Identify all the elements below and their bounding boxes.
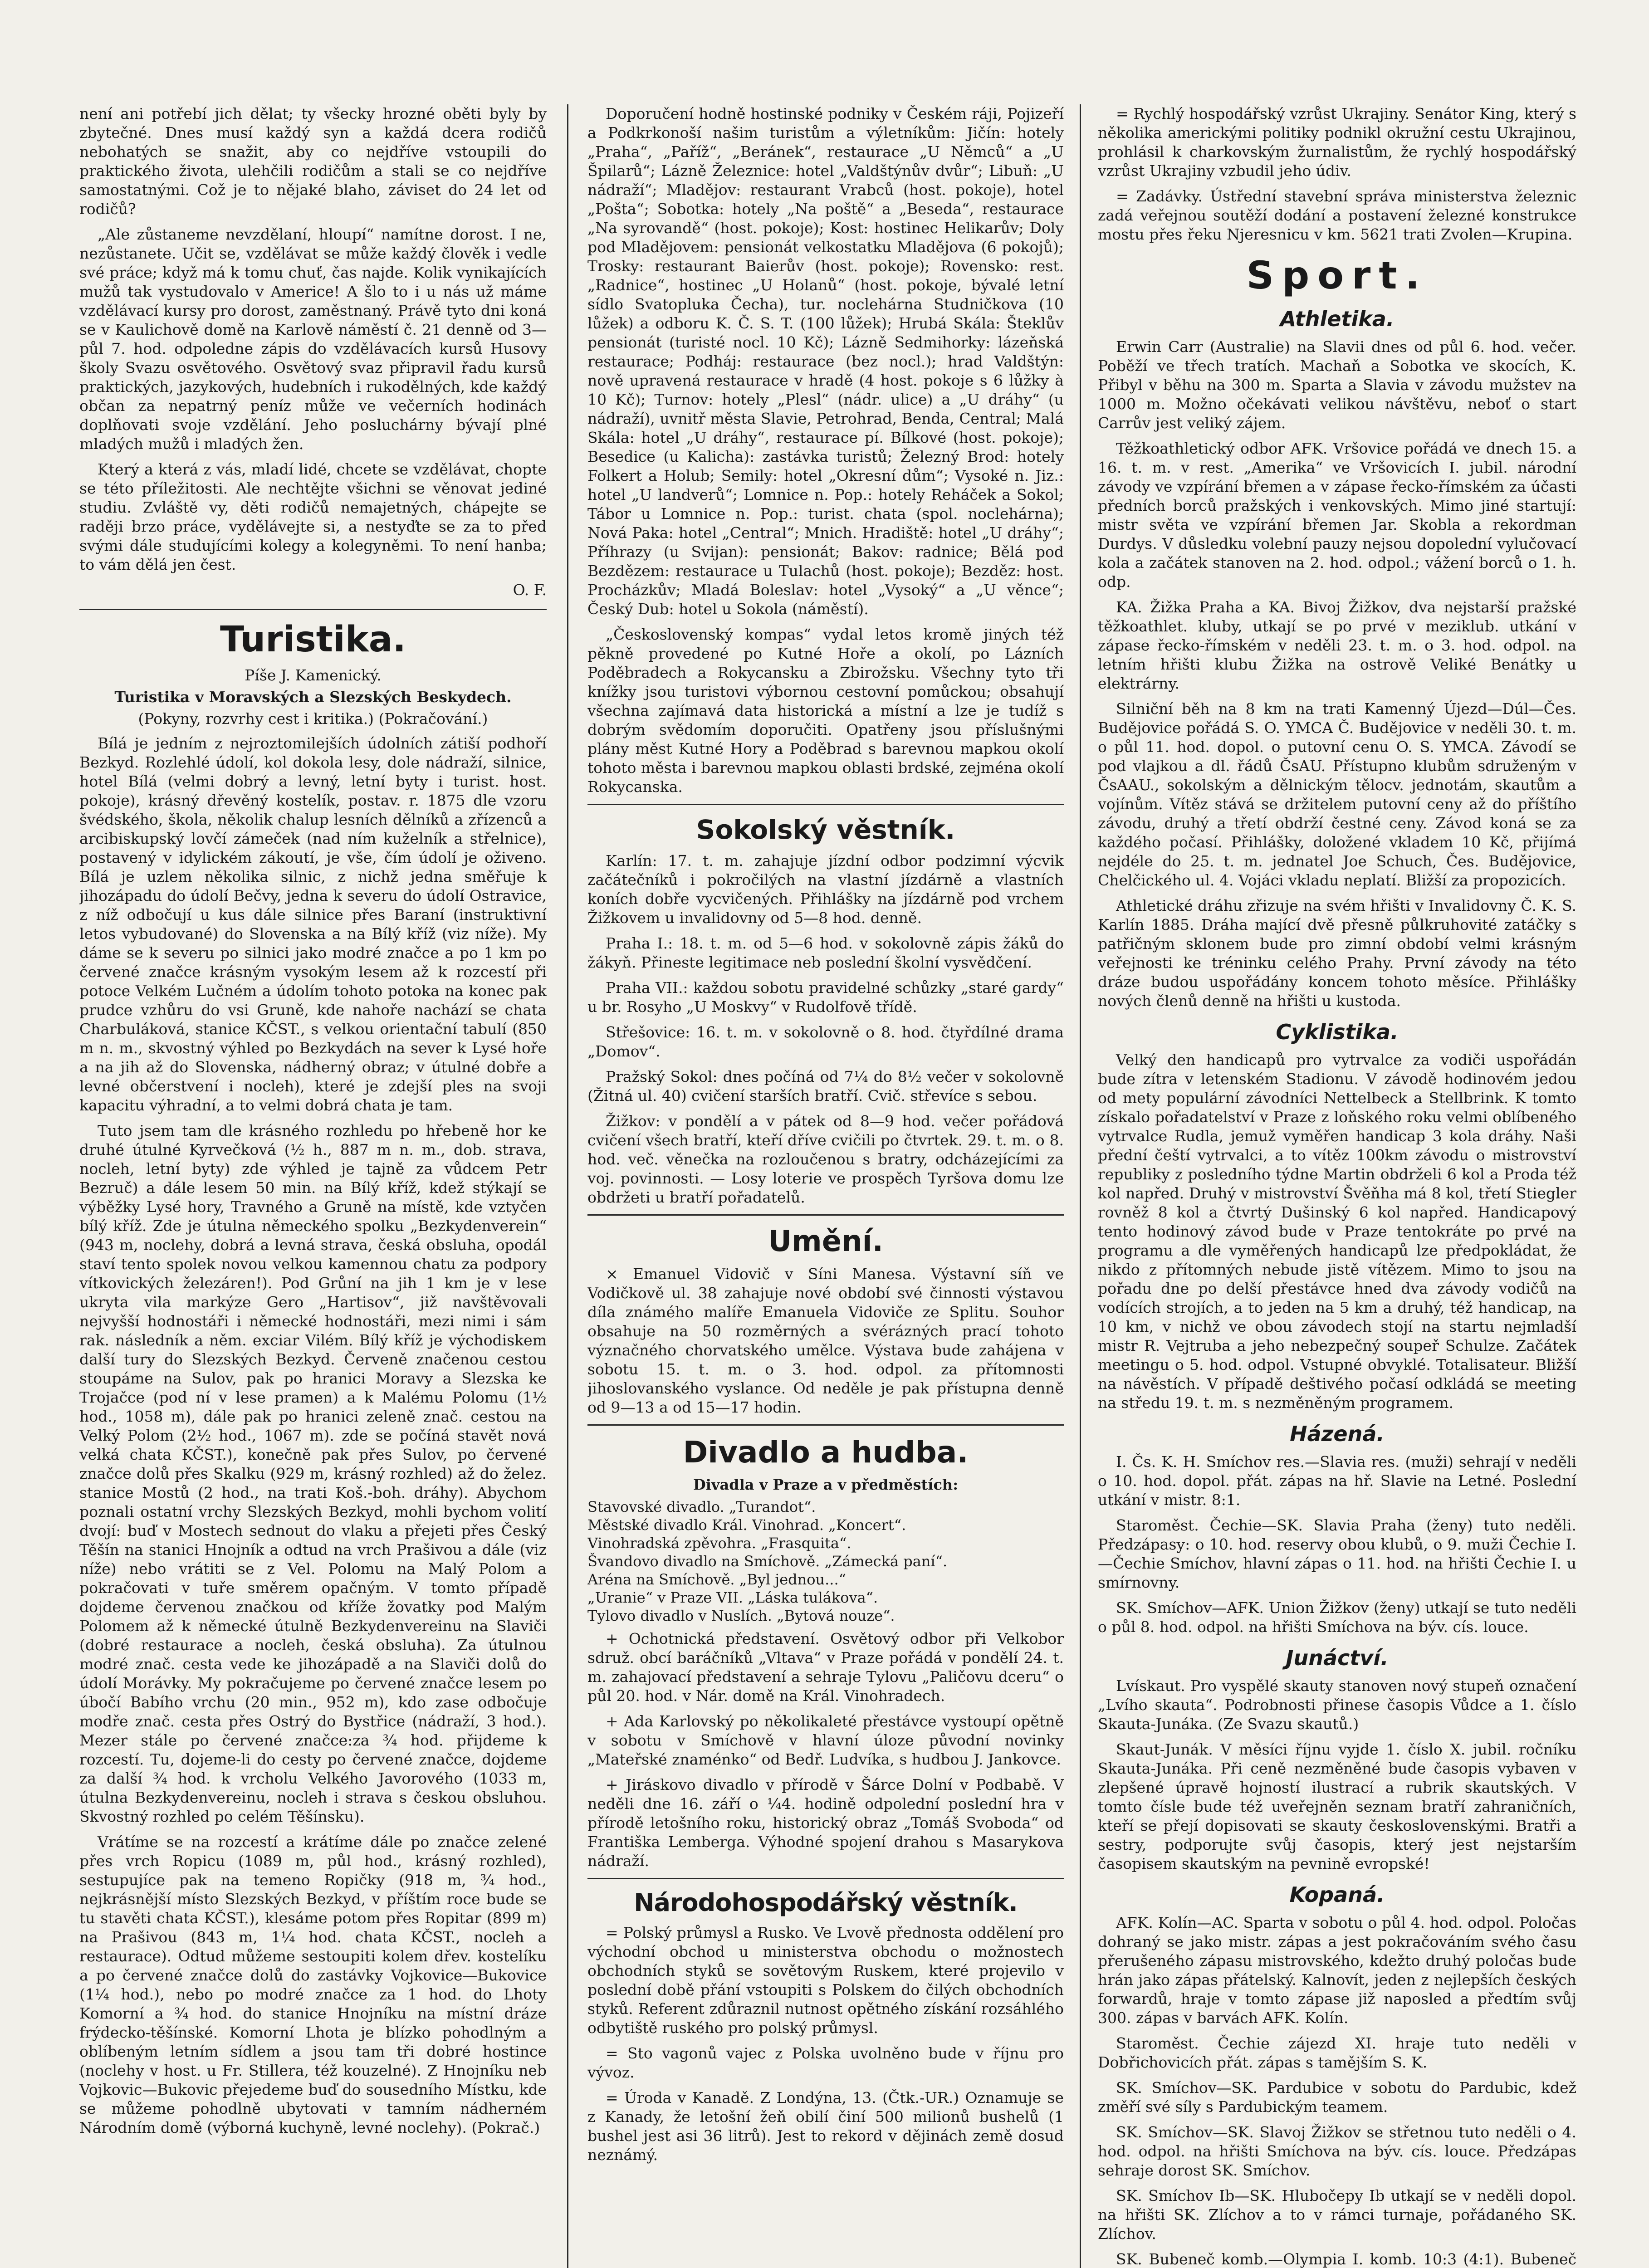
article-paragraph: „Ale zůstaneme nevzdělaní, hloupí“ namítne dorost. I ne, nezůstanete. Učit se, vzdělávat se může každý člověk i vedle své práce; když má k tomu chuť, čas najde. Kolik vynikajících mužů tak vystudovalo v Americe! A šlo to i u nás už máme vzdělávací kursy pro dorost, zaměstnaný. Právě tyto dni koná se v Kaulichově domě na Karlově náměstí č. 21 denně od 3—půl 7. hod. odpoledne zápis do vzdělávacích kursů Husovy školy Svazu osvětového. Osvětový svaz připravil řadu kursů praktických, jazykových, hudebních i rukodělných, kde každý občan za nepatrný peníz může ve večerních hodinách doplňovati svoje vzdělání. Jeho posluchárny bývají plné mladých mužů i mladých žen. <box>79 225 547 453</box>
section-title-sokol: Sokolský věstník. <box>696 814 955 845</box>
programme-item: Vinohradská zpěvohra. „Frasquita“. <box>587 1535 851 1552</box>
article-paragraph: Těžkoathletický odbor AFK. Vršovice pořádá ve dnech 15. a 16. t. m. v rest. „Amerika“ ve Vršovicích I. jubil. národní závody ve vzpírání břemen a v zápase řecko-římském za účasti předních borců pražských i venkovských. Mimo jiné startují: mistr světa ve vzpírání břemen Jar. Skobla a rekordman Durdys. V důsledku volební pauzy nejsou dopolední vylučovací kola a začátek stanoven na 2. hod. odpol.; vážení borců o 1. h. odp. <box>1098 440 1576 591</box>
article-paragraph: Staroměst. Čechie—SK. Slavia Praha (ženy) tuto neděli. Předzápasy: o 10. hod. reservy obou klubů, o 9. muži Čechie I.—Čechie Smíchov, hlavní zápas o 11. hod. na hřišti Čechie I. u smírnovny. <box>1098 1516 1576 1591</box>
section-divider <box>587 1214 1064 1216</box>
article-paragraph: = Rychlý hospodářský vzrůst Ukrajiny. Senátor King, který s několika americkými politiky podnikl okružní cestu Ukrajinou, prohlásil k charkovským žurnalistům, že rychlý hospodářský vzrůst Ukrajiny vzbudil jeho údiv. <box>1098 105 1576 180</box>
article-paragraph: × Emanuel Vidovič v Síni Manesa. Výstavní síň ve Vodičkově ul. 38 zahajuje nové období své činnosti výstavou díla známého malíře Emanuela Vidoviče ze Splitu. Souhor obsahuje na 50 rozměrných a svérázných prací tohoto význačného chorvatského umělce. Výstava bude zahájena v sobotu 15. t. m. o 3. hod. odpol. za přítomnosti jihoslovanského vyslance. Od neděle je pak přístupna denně od 9—13 a od 15—17 hodin. <box>587 1265 1064 1416</box>
section-divider <box>587 804 1064 805</box>
article-paragraph: Staroměst. Čechie zájezd XI. hraje tuto neděli v Dobřichovicích přát. zápas s tamějším S. K. <box>1098 2034 1576 2071</box>
column-1 <box>79 104 547 2268</box>
article-paragraph: = Polský průmysl a Rusko. Ve Lvově přednosta oddělení pro východní obchod u ministerstva obchodu o možnostech obchodních styků se sovětovým Ruskem, které projevilo v poslední době přání vstoupiti s Polskem do čilých obchodních styků. Referent zdůraznil nutnost opětného získání rozsáhlého odbytiště ruského pro polský průmysl. <box>587 1924 1064 2037</box>
article-paragraph: Který a která z vás, mladí lidé, chcete se vzdělávat, chopte se této příležitosti. Ale nechtějte všichni se věnovat jediné studiu. Zvláště vy, děti rodičů nemajetných, chápejte se raději brzo práce, vydělávejte si, a nestyďte se za to před svými dále studujícími kolegy a kolegyněmi. To není hanba; to vám dělá jen čest. <box>79 460 547 573</box>
article-paragraph: = Úroda v Kanadě. Z Londýna, 13. (Čtk.-UR.) Oznamuje se z Kanady, že letošní žeň obilí činí 500 milionů bushelů (1 bushel jest asi 36 litrů). Jest to rekord v dějinách země dosud neznámý. <box>587 2089 1064 2164</box>
article-paragraph: Doporučení hodně hostinské podniky v Českém ráji, Pojizeří a Podkrkonoší našim turistům a výletníkům: Jičín: hotely „Praha“, „Paříž“, „Beránek“, restaurace „U Němců“ a „U Špilarů“; Lázně Železnice: hotel „Valdštýnův dvůr“; Libuň: „U nádraží“; Mladějov: restaurant Vrabců (host. pokoje), hotel „Pošta“; Sobotka: hotely „Na poště“ a „Beseda“, restaurace „Na syrovandě“ (host. pokoje); Kost: hostinec Helikarův; Doly pod Mladějovem: pensionát velkostatku Mladějova (6 pokojů); Trosky: restaurant Baierův (host. pokoje); Rovensko: rest. „Radnice“, hostinec „U Holanů“ (host. pokoje, bývalé letní sídlo Svatopluka Čecha), tur. noclehárna Studničkova (10 lůžek) a odboru K. Č. S. T. (100 lůžek); Hrubá Skála: Šteklův pensionát (turisté nocl. 10 Kč); Lázně Sedmihorky: lázeňská restaurace; Podháj: restaurace (bez nocl.); hrad Valdštýn: nově upravená restaurace v hradě (4 host. pokoje s 6 lůžky à 10 Kč); Turnov: hotely „Plesl“ (nádr. ulice) a „U dráhy“ (u nádraží), uvnitř města Slavie, Petrohrad, Benda, Central; Malá Skála: hotel „U dráhy“, restaurace pí. Bílkové (host. pokoje); Besedice (u Kalicha): zastávka turistů; Železný Brod: hotely Folkert a Holub; Semily: hotel „Okresní dům“; Vysoké n. Jiz.: hotel „U landverů“; Lomnice n. Pop.: hotely Reháček a Sokol; Tábor u Lomnice n. Pop.: turist. chata (spol. noclehárna); Nová Paka: hotel „Central“; Mnich. Hradiště: hotel „U dráhy“; Příhrazy (u Svijan): pensionát; Bakov: radnice; Bělá pod Bezdězem: restaurace u Tulachů (host. pokoje); Bezděz: host. Procházkův; Mladá Boleslav: hotel „Vysoký“ a „U věnce“; Český Dub: hotel u Sokola (náměstí). <box>587 105 1064 618</box>
subsection-title-athletika: Athletika. <box>1280 307 1395 331</box>
article-paragraph: Skaut-Junák. V měsíci říjnu vyjde 1. číslo X. jubil. ročníku Skauta-Junáka. Při ceně nezměněné bude časopis vybaven v zlepšené úpravě hojností ilustrací a rubrik skautských. V tomto čísle bude též uveřejněn seznam bratří zahraničních, kteří se přejí dopisovati se skauty československými. Bratři a sestry, podporujte svůj časopis, který jest nejstarším časopisem skautským na pevnině evropské! <box>1098 1740 1576 1872</box>
article-paragraph: I. Čs. K. H. Smíchov res.—Slavia res. (muži) sehrají v neděli o 10. hod. dopol. přát. zápas na hř. Slavie na Letné. Poslední utkání v mistr. 8:1. <box>1098 1453 1576 1509</box>
article-paragraph: Pražský Sokol: dnes počíná od 7¼ do 8½ večer v sokolovně (Žitná ul. 40) cvičení starších bratří. Cvič. střevíce s sebou. <box>587 1068 1064 1105</box>
article-paragraph: Athletické dráhu zřizuje na svém hřišti v Invalidovny Č. K. S. Karlín 1885. Dráha mající dvě přesně půlkruhovité zatáčky s patřičným sklonem bude pro zimní období velmi krásným veřejnosti ke tréninku celého Prahy. První závody na této dráze budou uspořádány koncem tohoto měsíce. Přihlášky nových členů denně na hřišti u kustoda. <box>1098 897 1576 1010</box>
article-paragraph: Lvískaut. Pro vyspělé skauty stanoven nový stupeň označení „Lvího skauta“. Podrobnosti přinese časopis Vůdce a 1. číslo Skauta-Junáka. (Ze Svazu skautů.) <box>1098 1677 1576 1733</box>
section-title-turistika: Turistika. <box>220 619 406 660</box>
programme-item: Švandovo divadlo na Smíchově. „Zámecká paní“. <box>587 1553 948 1570</box>
article-paragraph: Tuto jsem tam dle krásného rozhledu po hřebeně hor ke druhé útulné Kyrvečková (½ h., 887 m n. m., dob. strava, nocleh, letní byty) zde výhled je tajně za vůdcem Petr Bezruč) a dále lesem 50 min. na Bílý kříž, kdež stýkají se výběžky Lysé hory, Travného a Gruně na místě, kde vztyčen bílý kříž. Zde je útulna německého spolku „Bezkydenverein“ (943 m, noclehy, dobrá a levná strava, česká obsluha, opodál staví tento spolek novou velkou kamennou chatu za podpory vítkovických železáren!). Pod Grůní na jih 1 km je v lese ukryta vila markýze Gero „Hartisov“, již navštěvovali nejvyšší hodnostáři i německé hodnostáři, mezi nimi i sám rak. následník a něm. exciar Vilém. Bílý kříž je východiskem další tury do Slezských Bezkyd. Červeně značenou cestou stoupáme na Sulov, pak po hranici Moravy a Slezska ke Trojačce (pod ní v lese pramen) a k Malému Polomu (1½ hod., 1058 m), dále pak po hranici zeleně znač. cestou na Velký Polom (2½ hod., 1067 m). zde se počíná stavět nová velká chata KČST.), konečně pak přes Sulov, po červené značce dolů přes Skalku (929 m, krásný rozhled) až do želez. stanice Mostů (2 hod., na trati Koš.-boh. dráhy). Abychom poznali ostatní vrchy Slezských Bezkyd, mohli bychom volití dvojí: buď v Mostech sednout do vlaku a přejeti přes Český Těšín na stanici Hnojník a odtud na vrch Prašivou a dále (viz níže) nebo vrátiti se z Vel. Polomu na Malý Polom a pokračovati v tuře směrem opačným. V tomto případě dojdeme červenou značkou od kříže žovatky pod Malým Polomem až k německé útulně Bezkydenvereinu na Slaviči (dobré restaurace a nocleh, česká obsluha). Za útulnou modré znač. cesta vede ke jihozápadě a na Slaviči dolů do údolí Morávky. My pokračujeme po červené značce lesem po úbočí Babího vrchu (20 min., 952 m), kdo zase odbočuje modře znač. cesta přes Ostrý do Bystřice (nádraží, 3 hod.). Mezer stále po červené značce:za ¾ hod. přijdeme k rozcestí. Tu, dojeme-li do cesty po červené značce, dojdeme za další ¾ hod. k vrcholu Velkého Javorového (1033 m, útulna Bezkydenvereinu, nocleh i strava s českou obsluhou. Skvostný rozhled po celém Těšínsku). <box>79 1122 547 1825</box>
article-paragraph: AFK. Kolín—AC. Sparta v sobotu o půl 4. hod. odpol. Poločas dohraný se jako mistr. zápas a jest pokračováním svého času přerušeného zápasu mistrovského, kdežto druhý poločas bude hrán jako zápas přátelský. Kalnovít, jeden z nejlepších českých forwardů, hraje v tomto zápase již naposled a předtím svůj 300. zápas v barvách AFK. Kolín. <box>1098 1914 1576 2027</box>
newspaper-page <box>79 104 1576 2268</box>
column-2 <box>587 104 1064 2268</box>
byline: Píše J. Kamenický. <box>245 666 382 684</box>
article-paragraph: Bílá je jedním z nejroztomilejších údolních zátiší podhoří Bezkyd. Rozlehlé údolí, kol dokola lesy, dole nádraží, silnice, hotel Bílá (velmi dobrý a levný, letní byty i turist. host. pokoje), krásný dřevěný kostelík, postav. r. 1875 dle vzoru švédského, škola, několik chalup lesních dělníků a zřízenců a arcibiskupský lovčí zámeček (nad ním kuželník a střelnice), postavený v idylickém zákoutí, je vše, čím údolí je oživeno. Bílá je uzlem několika silnic, z nichž jedna směřuje k jihozápadu do údolí Bečvy, jedna k severu do údolí Ostravice, z níž odbočují u kus dále silnice přes Baraní (instruktivní letos vybudované) do Slovenska a na Bílý kříž (viz níže). My dáme se k severu po silnici jako modré značce a po 1 km po červené značce krásným vysokým lesem až k rozcestí při potoce Velkém Lučném a údolím tohoto potoka na konec pak prudce vzhůru do vsi Gruně, kde nahoře nachází se chata Charbuláková, stanice KČST., s velkou orientační tabulí (850 m n. m., skvostný výhled po Bezkydách na sever k Lysé hoře a na jih až do Slovenska, nádherný obraz; v útulné dobře a levné občerstvení i nocleh), které je zdejší ples na svoji kapacitu výhradní, a to velmi dobrá chata je tam. <box>79 734 547 1114</box>
subsection-title-hazena: Házená. <box>1290 1422 1385 1446</box>
theatre-list-heading: Divadla v Praze a v předměstích: <box>693 1476 958 1493</box>
article-paragraph: Praha I.: 18. t. m. od 5—6 hod. v sokolovně zápis žáků do žákyň. Přineste legitimace neb poslední školní vysvědčení. <box>587 934 1064 971</box>
column-3 <box>1098 104 1576 2268</box>
article-paragraph: SK. Smíchov—SK. Pardubice v sobotu do Pardubic, kdež změří své síly s Pardubickým teamem. <box>1098 2079 1576 2116</box>
article-paragraph: Erwin Carr (Australie) na Slavii dnes od půl 6. hod. večer. Poběží ve třech tratích. Machaň a Sobotka ve skocích, K. Přibyl v běhu na 300 m. Sparta a Slavia v závodu mužstev na 1000 m. Možno očekávati velikou návštěvu, neboť o start Carrův jest veliký zájem. <box>1098 338 1576 432</box>
article-subhead: Turistika v Moravských a Slezských Beskydech. <box>114 688 512 706</box>
article-paragraph: SK. Smíchov—AFK. Union Žižkov (ženy) utkají se tuto neděli o půl 8. hod. odpol. na hřišti Smíchova na býv. cís. louce. <box>1098 1599 1576 1636</box>
article-paragraph: Praha VII.: každou sobotu pravidelné schůzky „staré gardy“ u br. Rosyho „U Moskvy“ v Rudolfově třídě. <box>587 979 1064 1016</box>
section-title-divadlo: Divadlo a hudba. <box>683 1435 969 1470</box>
programme-item: Městské divadlo Král. Vinohrad. „Koncert“. <box>587 1516 906 1534</box>
article-paragraph: Velký den handicapů pro vytrvalce za vodiči uspořádán bude zítra v letenském Stadionu. V závodě hodinovém jedou od mety populární závodníci Nettelbeck a Stellbrink. K tomto získalo pořadatelství v Praze z loňského roku velmi oblíbeného vytrvalce Rudla, jemuž vyměřen handicap 3 kola dráhy. Naši přední čeští vytrvalci, a to vítěz 100km závodu o mistrovství republiky z posledního týdne Martin obdrželi 6 kol a Proda též kol napřed. Druhý v mistrovství Švěňha má 8 kol, třetí Stiegler rovněž 8 kol a čtvrtý Dušinský 6 kol napřed. Handicapový tento hodinový závod bude v Praze tentokráte po prvé na programu a dle vyměřených handicapů lze předpokládat, že nikdo z přítomných nebude jistě vítězem. Mimo to jsou na pořadu dne po delší přestávce hned dva závody vodičů na vodících strojích, a to jeden na 5 km a druhý, též handicap, na 10 km, v nichž ve obou závodech stojí na startu nejmladší mistr R. Vejtruba a jeho nebezpečný soupeř Schulze. Začátek meetingu o 5. hod. odpol. Vstupné obvyklé. Totalisateur. Bližší na návěstích. V případě deštivého počasí odkládá se meeting na středu 19. t. m. s nezměněným programem. <box>1098 1051 1576 1412</box>
column-rule <box>567 104 568 2268</box>
article-paragraph: Karlín: 17. t. m. zahajuje jízdní odbor podzimní výcvik začátečníků i pokročilých na vlastní jízdárně a vlastních koních dobře vycvičených. Přihlášky na jízdárně pod vrchem Žižkovem u invalidovny od 5—8 hod. denně. <box>587 852 1064 927</box>
article-paragraph: SK. Smíchov—SK. Slavoj Žižkov se střetnou tuto neděli o 4. hod. odpol. na hřišti Smíchova na býv. cís. louce. Předzápas sehraje dorost SK. Smíchov. <box>1098 2123 1576 2179</box>
article-paragraph: není ani potřebí jich dělat; ty všecky hrozné oběti byly by zbytečné. Dnes musí každý syn a každá dcera rodičů nebohatých se snažit, aby co nejdříve vstoupili do praktického života, ulehčili rodičům a stali se co nejdříve samostatnými. Což je to nějaké blaho, záviset do 24 let od rodičů? <box>79 105 547 218</box>
article-paragraph: Silniční běh na 8 km na trati Kamenný Újezd—Dúl—Čes. Budějovice pořádá S. O. YMCA Č. Budějovice v neděli 30. t. m. o půl 11. hod. dopol. o putovní cenu O. S. YMCA. Závodí se pod vlajkou a dl. řádů ČsAU. Přístupno klubům sdruženým v ČsAAU., sokolským a dělnickým tělocv. jednotám, skautům a vojínům. Vítěz stává se držitelem putovní ceny až do příštího závodu, druhý a třetí obdrží čestné ceny. Závod koná se za každého počasí. Přihlášky, doložené vkladem 10 Kč, přijímá nejdéle do 25. t. m. jednatel Joe Schuch, Čes. Budějovice, Chelčického ul. 4. Vojáci vkladu neplatí. Bližší za propozicích. <box>1098 700 1576 889</box>
article-paragraph: SK. Bubeneč komb.—Olympia I. komb. 10:3 (4:1). Bubeneč <box>1116 2250 1576 2268</box>
article-paragraph: + Ada Karlovský po několikaleté přestávce vystoupí opětně v sobotu v Smíchově v hlavní úloze původní novinky „Mateřské znaménko“ od Bedř. Ludvíka, s hudbou J. Jankovce. <box>587 1712 1064 1768</box>
subsection-title-kopana: Kopaná. <box>1289 1882 1385 1907</box>
section-title-sport: Sport. <box>1246 253 1428 298</box>
article-subnote: (Pokyny, rozvrhy cest i kritika.) (Pokračování.) <box>138 710 488 728</box>
article-paragraph: = Zadávky. Ústřední stavební správa ministerstva železnic zadá veřejnou soutěží dodání a postavení železné konstrukce mostu přes řeku Njeresnicu v km. 5621 trati Zvolen—Krupina. <box>1098 187 1576 243</box>
article-paragraph: + Ochotnická představení. Osvětový odbor při Velkobor sdruž. obcí baráčníků „Vltava“ v Praze pořádá v pondělí 24. t. m. zahajovací představení a sehraje Tylovu „Paličovu dceru“ o půl 20. hod. v Nár. domě na Král. Vinohradech. <box>587 1630 1064 1705</box>
article-signature: O. F. <box>513 581 547 599</box>
programme-item: „Uranie“ v Praze VII. „Láska tulákova“. <box>587 1589 878 1606</box>
subsection-title-cyklistika: Cyklistika. <box>1276 1020 1399 1044</box>
article-paragraph: SK. Smíchov Ib—SK. Hlubočepy Ib utkají se v neděli dopol. na hřišti SK. Zlíchov a to v rámci turnaje, pořádaného SK. Zlíchov. <box>1098 2187 1576 2243</box>
programme-item: Tylovo divadlo v Nuslích. „Bytová nouze“. <box>587 1607 895 1624</box>
article-paragraph: + Jiráskovo divadlo v přírodě v Šárce Dolní v Podbabě. V neděli dne 16. září o ¼4. hodině odpolední poslední hra v přírodě letošního roku, historický obraz „Tomáš Svoboda“ od Františka Lemberga. Výhodné spojení drahou s Masarykova nádraží. <box>587 1776 1064 1870</box>
article-paragraph: KA. Žižka Praha a KA. Bivoj Žižkov, dva nejstarší pražské těžkoathlet. kluby, utkají se po prvé v meziklub. utkání v zápase řecko-římském v neděli 23. t. m. o 3. hod. odpol. na letním hřišti klubu Žižka na ostrově Veliké Benátky u elektrárny. <box>1098 598 1576 692</box>
programme-item: Aréna na Smíchově. „Byl jednou...“ <box>587 1571 846 1588</box>
article-paragraph: = Sto vagonů vajec z Polska uvolněno bude v říjnu pro vývoz. <box>587 2044 1064 2081</box>
article-paragraph: Střešovice: 16. t. m. v sokolovně o 8. hod. čtyřdílné drama „Domov“. <box>587 1023 1064 1060</box>
article-paragraph: Žižkov: v pondělí a v pátek od 8—9 hod. večer pořádová cvičení všech bratří, kteří dříve cvičili po čtvrtek. 29. t. m. o 8. hod. več. věnečka na rozloučenou s bratry, odcházejícími za voj. povinnosti. — Losy loterie ve prospěch Tyršova domu lze obdržeti u bratří pořadatelů. <box>587 1112 1064 1206</box>
section-divider <box>79 609 547 610</box>
section-title-umeni: Umění. <box>768 1225 883 1258</box>
section-divider <box>587 1878 1064 1879</box>
column-rule <box>1080 104 1081 2268</box>
section-title-narodohospodarsky: Národohospodářský věstník. <box>634 1888 1018 1917</box>
programme-item: Stavovské divadlo. „Turandot“. <box>587 1498 816 1515</box>
article-paragraph: Vrátíme se na rozcestí a krátíme dále po značce zelené přes vrch Ropicu (1089 m, půl hod., krásný rozhled), sestupujíce pak na temeno Ropičky (918 m, ¾ hod., nejkrásnější místo Slezských Bezkyd, v příštím roce bude se tu stavěti chata KČST.), klesáme potom přes Ropitar (899 m) na Prašivou (843 m, 1¼ hod. chata KČST., nocleh a restaurace). Odtud můžeme sestoupiti kolem dřev. kostelíku a po červené značce dolů do zastávky Vojkovice—Bukovice (1¼ hod.), nebo po modré značce za 1 hod. do Lhoty Komorní a ¾ hod. do stanice Hnojníku na místní dráze frýdecko-těšínské. Komorní Lhota je blízko pohodlným a oblíbeným letním sídlem a jsou tam tři dobré hostince (noclehy v host. u Fr. Stillera, též kouzelné). Z Hnojníku neb Vojkovic—Bukovic přejedeme buď do sousedního Místku, kde se můžeme pohodlně ubytovati v tamním nádherném Národním domě (výborná kuchyně, levné noclehy). (Pokrač.) <box>79 1833 547 2136</box>
theatre-programme <box>587 1498 1064 1625</box>
article-paragraph: „Československý kompas“ vydal letos kromě jiných též pěkně provedené po Kutné Hoře a okolí, po Lázních Poděbradech a Rokycansku a Zbirožsku. Všechny tyto tři knížky jsou turistovi výbornou cestovní pomůckou; obsahují všechna zajímavá data historická a místní a lze je tudíž s dobrým svědomím doporučiti. Opatřeny jsou příslušnými plány měst Kutné Hory a Poděbrad s barevnou mapkou okolí tohoto města i barevnou mapkou oblasti brdské, zejména okolí Rokycanska. <box>587 626 1064 796</box>
section-divider <box>587 1424 1064 1426</box>
subsection-title-junactvi: Junáctví. <box>1286 1646 1389 1670</box>
